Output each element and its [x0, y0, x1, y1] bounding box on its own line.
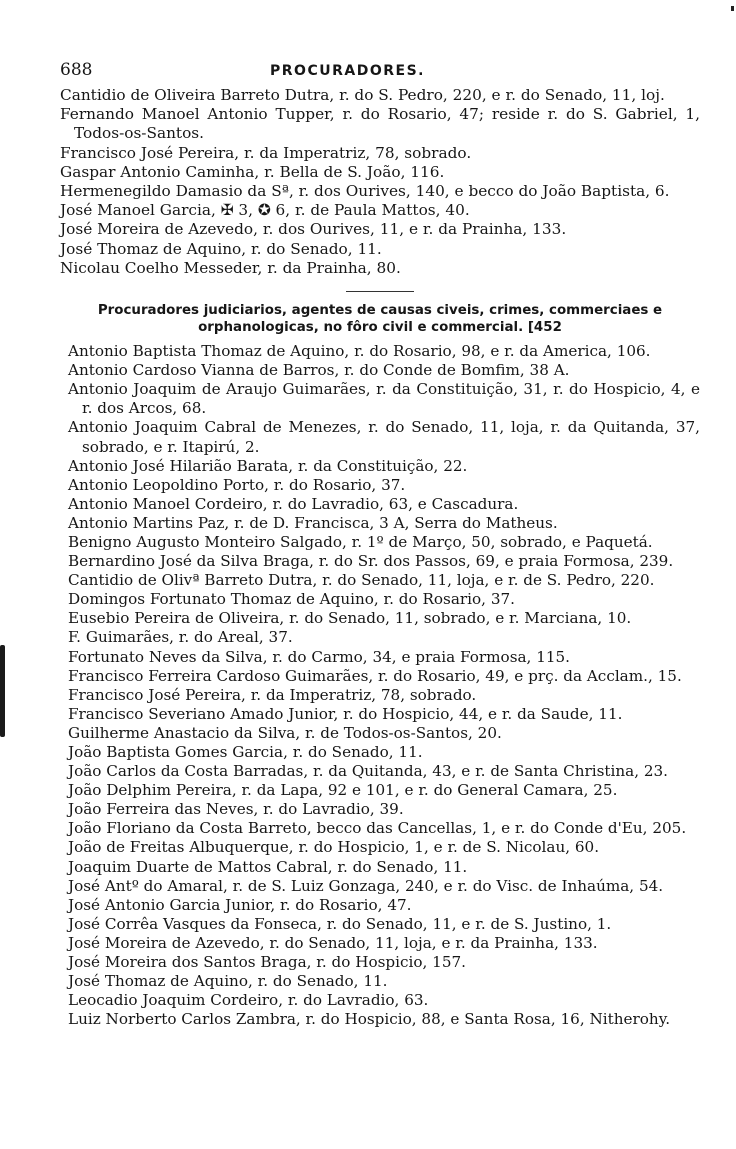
list-item: Francisco Severiano Amado Junior, r. do Hospicio, 44, e r. da Saude, 11.: [68, 704, 623, 723]
list-item: Antonio Leopoldino Porto, r. do Rosario, 37.: [68, 475, 406, 494]
list-item: Hermenegildo Damasio da Sª, r. dos Ourives, 140, e becco do João Baptista, 6.: [60, 182, 670, 201]
list-item: João Delphim Pereira, r. da Lapa, 92 e 101, e r. do General Camara, 25.: [68, 781, 618, 800]
list-item: João Floriano da Costa Barreto, becco das Cancellas, 1, e r. do Conde d'Eu, 205.: [68, 819, 687, 838]
list-item: Luiz Norberto Carlos Zambra, r. do Hospicio, 88, e Santa Rosa, 16, Nitherohy.: [68, 1010, 671, 1029]
list-item: Antonio Baptista Thomaz de Aquino, r. do Rosario, 98, e r. da America, 106.: [68, 342, 651, 361]
list-item: João Carlos da Costa Barradas, r. da Quitanda, 43, e r. de Santa Christina, 23.: [68, 762, 669, 781]
list-item: José Corrêa Vasques da Fonseca, r. do Senado, 11, e r. de S. Justino, 1.: [68, 914, 612, 933]
list-item: João Ferreira das Neves, r. do Lavradio, 39.: [68, 800, 404, 819]
list-item: Francisco José Pereira, r. da Imperatriz, 78, sobrado.: [68, 685, 477, 704]
list-item: João Baptista Gomes Garcia, r. do Senado, 11.: [68, 743, 423, 761]
list-item: Nicolau Coelho Messeder, r. da Prainha, 80.: [60, 258, 401, 277]
list-item: Antonio José Hilarião Barata, r. da Constituição, 22.: [68, 456, 468, 475]
list-item: José Antonio Garcia Junior, r. do Rosario, 47.: [68, 895, 412, 914]
page-corner-mark: [731, 6, 734, 11]
list-item: Bernardino José da Silva Braga, r. do Sr. dos Passos, 69, e praia Formosa, 239.: [68, 552, 674, 571]
list-item: Cantidio de Oliveira Barreto Dutra, r. do S. Pedro, 220, e r. do Senado, 11, loj.: [60, 86, 665, 104]
list-item: Antonio Joaquim Cabral de Menezes, r. do Senado, 11, loja, r. da Quitanda, 37, sobrado, e r. Itapirú, 2.: [68, 418, 700, 456]
list-item: Antonio Joaquim de Araujo Guimarães, r. da Constituição, 31, r. do Hospicio, 4, e r. dos Arcos, 68.: [68, 380, 700, 418]
running-title: PROCURADORES.: [270, 63, 425, 79]
list-item: Antonio Manoel Cordeiro, r. do Lavradio, 63, e Cascadura.: [68, 494, 519, 513]
list-item: Joaquim Duarte de Mattos Cabral, r. do Senado, 11.: [68, 857, 468, 876]
list-item: Fortunato Neves da Silva, r. do Carmo, 34, e praia Formosa, 115.: [68, 647, 571, 666]
list-item: Guilherme Anastacio da Silva, r. de Todos-os-Santos, 20.: [68, 723, 502, 742]
list-item: Fernando Manoel Antonio Tupper, r. do Rosario, 47; reside r. do S. Gabriel, 1, Todos-os-Santos.: [60, 105, 700, 143]
list-item: Benigno Augusto Monteiro Salgado, r. 1º de Março, 50, sobrado, e Paquetá.: [68, 532, 653, 551]
list-item: Domingos Fortunato Thomaz de Aquino, r. do Rosario, 37.: [68, 590, 515, 609]
list-item: Leocadio Joaquim Cordeiro, r. do Lavradio, 63.: [68, 991, 429, 1010]
list-item: João de Freitas Albuquerque, r. do Hospicio, 1, e r. de S. Nicolau, 60.: [68, 838, 600, 857]
page-number: 688: [60, 60, 93, 80]
list-item: José Moreira dos Santos Braga, r. do Hospicio, 157.: [68, 953, 466, 972]
list-item: Francisco Ferreira Cardoso Guimarães, r. do Rosario, 49, e prç. da Acclam., 15.: [68, 666, 682, 685]
page-header: [60, 60, 700, 86]
list-item: Cantidio de Olivª Barreto Dutra, r. do Senado, 11, loja, e r. de S. Pedro, 220.: [68, 571, 655, 590]
list-item: Gaspar Antonio Caminha, r. Bella de S. João, 116.: [60, 162, 445, 181]
binding-edge-mark: [0, 645, 5, 737]
list-item: José Moreira de Azevedo, r. do Senado, 11, loja, e r. da Prainha, 133.: [68, 933, 598, 952]
section-heading: Procuradores judiciarios, agentes de causas civeis, crimes, commerciaes e orphanologicas, no fôro civil e commercial. [452: [97, 303, 663, 336]
list-item: José Thomaz de Aquino, r. do Senado, 11.: [68, 972, 388, 991]
list-item: Eusebio Pereira de Oliveira, r. do Senado, 11, sobrado, e r. Marciana, 10.: [68, 609, 632, 628]
first-entry-list: [60, 86, 700, 278]
list-item: José Antº do Amaral, r. de S. Luiz Gonzaga, 240, e r. do Visc. de Inhaúma, 54.: [68, 876, 664, 895]
list-item: José Manoel Garcia, ✠ 3, ✪ 6, r. de Paula Mattos, 40.: [60, 201, 470, 220]
list-item: Francisco José Pereira, r. da Imperatriz, 78, sobrado.: [60, 143, 472, 162]
second-entry-list: [60, 342, 700, 1029]
list-item: Antonio Cardoso Vianna de Barros, r. do Conde de Bomfim, 38 A.: [68, 361, 570, 380]
document-page: [60, 60, 700, 1029]
section-divider: [346, 291, 414, 292]
list-item: Antonio Martins Paz, r. de D. Francisca, 3 A, Serra do Matheus.: [68, 513, 558, 532]
list-item: José Thomaz de Aquino, r. do Senado, 11.: [60, 239, 382, 258]
list-item: José Moreira de Azevedo, r. dos Ourives, 11, e r. da Prainha, 133.: [60, 220, 567, 239]
list-item: F. Guimarães, r. do Areal, 37.: [68, 628, 293, 647]
